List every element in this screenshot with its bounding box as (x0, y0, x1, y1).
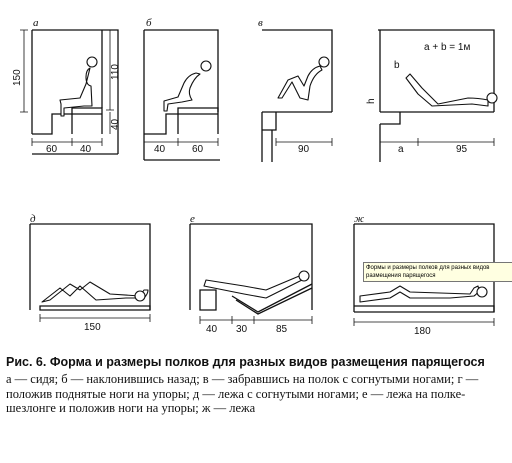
dim-g-b: b (394, 60, 400, 71)
dim-e-85: 85 (276, 324, 288, 335)
panel-g-formula: a + b = 1м (424, 42, 471, 53)
figure-caption (6, 355, 506, 416)
dim-v-90: 90 (298, 144, 310, 155)
dim-e-40: 40 (206, 324, 218, 335)
dim-g-a: а (398, 144, 404, 155)
dim-d-150: 150 (84, 322, 101, 333)
panel-a (12, 17, 121, 155)
panel-e-letter: е (190, 213, 195, 225)
panel-zh-letter: ж (354, 213, 365, 225)
dim-g-95: 95 (456, 144, 468, 155)
panel-b (144, 17, 220, 160)
panel-d (30, 213, 150, 333)
caption-body: а — сидя; б — наклонившись назад; в — забравшись на полок с согнутыми ногами; г — положив поднятые ноги на упоры; д — лежа с согнутыми ногами; е — лежа на полке-шезлонге и положив ноги на упоры; ж — лежа (6, 372, 479, 415)
dim-zh-180: 180 (414, 326, 431, 337)
panel-e (190, 213, 312, 335)
dim-b-60: 60 (192, 144, 204, 155)
panel-b-letter: б (146, 17, 152, 29)
dim-a-40: 40 (110, 118, 121, 130)
dim-a-150: 150 (12, 69, 23, 86)
dim-g-h: h (366, 98, 377, 104)
panel-d-letter: д (30, 213, 36, 225)
panel-v-letter: в (258, 17, 263, 29)
panel-a-letter: а (33, 17, 39, 29)
panel-g (366, 30, 497, 162)
dim-b-40: 40 (154, 144, 166, 155)
caption-title: Рис. 6. Форма и размеры полков для разных видов размещения парящегося (6, 355, 485, 369)
dim-e-30: 30 (236, 324, 248, 335)
panel-v (258, 17, 332, 162)
tooltip: Формы и размеры полков для разных видов размещения парящегося (363, 262, 512, 282)
dim-a-40b: 40 (80, 144, 92, 155)
dim-a-110: 110 (110, 64, 121, 80)
dim-a-60: 60 (46, 144, 58, 155)
